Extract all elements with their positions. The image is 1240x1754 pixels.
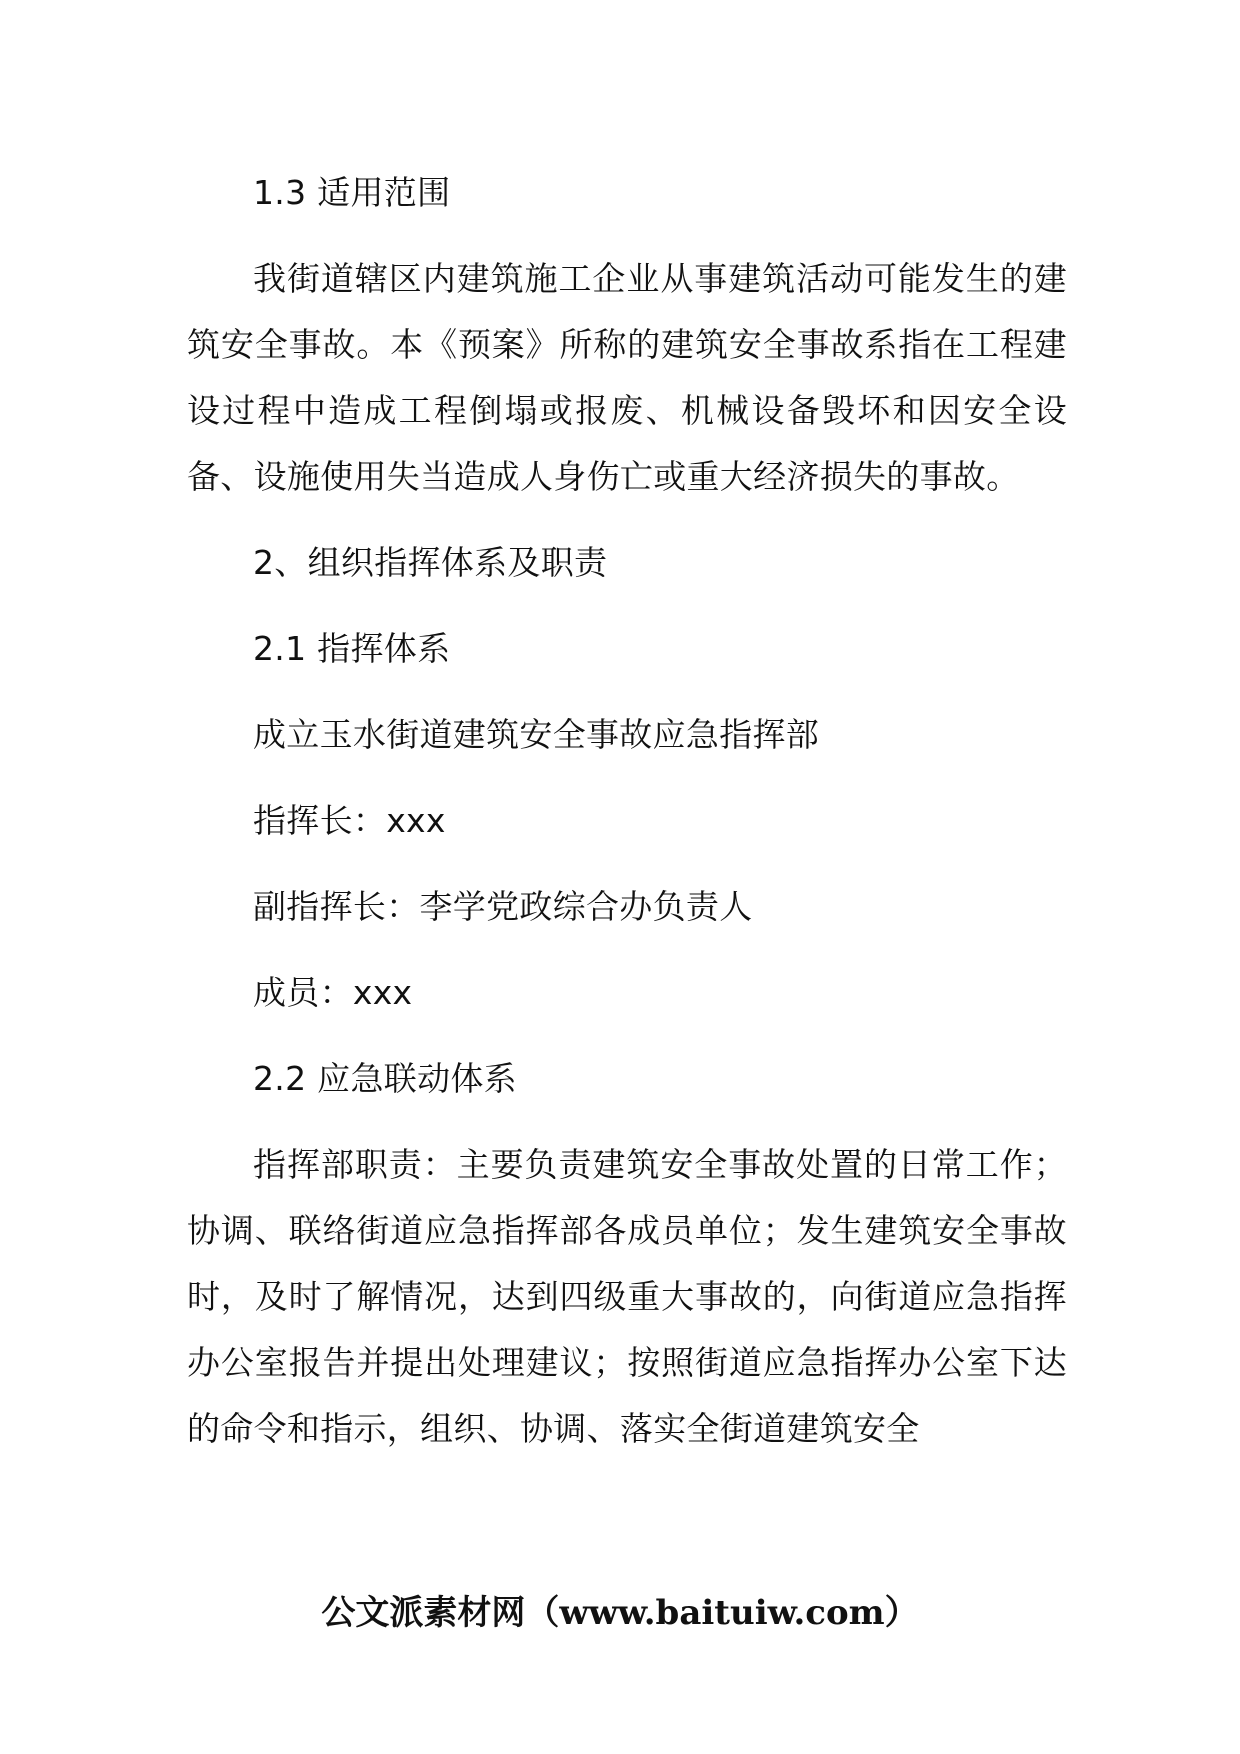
footer-watermark-text: 公文派素材网（www.baituiw.com） <box>321 1593 919 1633</box>
section-heading-2-2: 2.2 应急联动体系 <box>253 1059 517 1098</box>
document-body <box>187 160 1067 1482</box>
section-heading-1-3: 1.3 适用范围 <box>253 173 451 212</box>
section-heading-2: 2、组织指挥体系及职责 <box>253 543 608 582</box>
deputy-commander-line: 副指挥长：李学党政综合办负责人 <box>253 887 753 926</box>
members-line: 成员：xxx <box>253 973 413 1012</box>
command-establish-line: 成立玉水街道建筑安全事故应急指挥部 <box>253 715 820 754</box>
duties-paragraph: 指挥部职责：主要负责建筑安全事故处置的日常工作；协调、联络街道应急指挥部各成员单位；发生建筑安全事故时，及时了解情况，达到四级重大事故的，向街道应急指挥办公室报告并提出处理建议；按照街道应急指挥办公室下达的命令和指示，组织、协调、落实全街道建筑安全 <box>187 1145 1067 1448</box>
scope-paragraph: 我街道辖区内建筑施工企业从事建筑活动可能发生的建筑安全事故。本《预案》所称的建筑安全事故系指在工程建设过程中造成工程倒塌或报废、机械设备毁坏和因安全设备、设施使用失当造成人身伤亡或重大经济损失的事故。 <box>187 259 1067 496</box>
section-heading-2-1: 2.1 指挥体系 <box>253 629 451 668</box>
commander-line: 指挥长：xxx <box>253 801 446 840</box>
